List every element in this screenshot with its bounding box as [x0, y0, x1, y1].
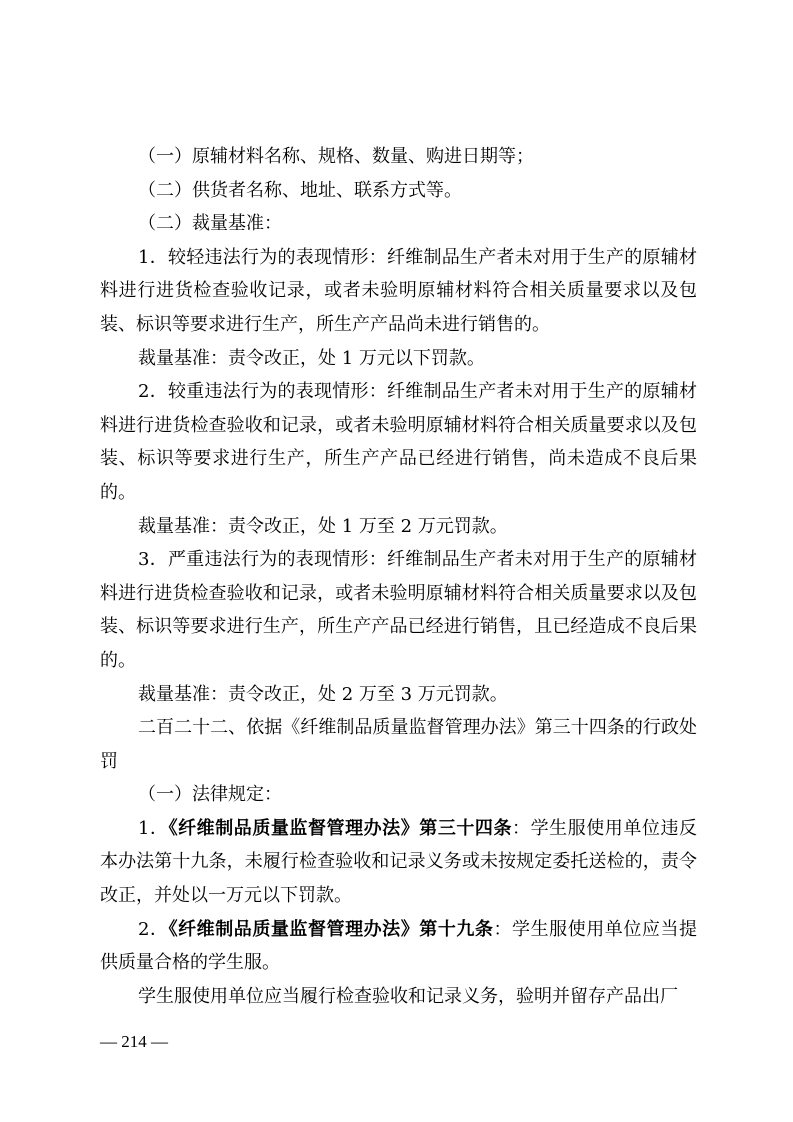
paragraph-text: 1．较轻违法行为的表现情形：纤维制品生产者未对用于生产的原辅材料进行进货检查验收记录，或者未验明原辅材料符合相关质量要求以及包装、标识等要求进行生产，所生产产品尚未进行销售的。 — [100, 246, 697, 335]
paragraph-text: ：学生服使用单位违反本办法第十九条，未履行检查验收和记录义务或未按规定委托送检的，责令改正，并处以一万元以下罚款。 — [100, 817, 698, 907]
paragraph-text: 裁量基准：责令改正，处 1 万至 2 万元罚款。 — [138, 515, 508, 537]
paragraph — [100, 678, 697, 712]
paragraph-text: 二百二十二、依据《纤维制品质量监督管理办法》第三十四条的行政处罚 — [100, 717, 697, 772]
paragraph-text: 裁量基准：责令改正，处 2 万至 3 万元罚款。 — [138, 683, 508, 705]
paragraph — [100, 913, 697, 980]
paragraph-text: （二）供货者名称、地址、联系方式等。 — [138, 179, 462, 201]
paragraph-text: 2． — [138, 918, 169, 940]
paragraph-text: 3．严重违法行为的表现情形：纤维制品生产者未对用于生产的原辅材料进行进货检查验收和记录，或者未验明原辅材料符合相关质量要求以及包装、标识等要求进行生产，所生产产品已经进行销售，且已经造成不良后果的。 — [100, 549, 697, 671]
paragraph-text: 裁量基准：责令改正，处 1 万元以下罚款。 — [138, 347, 485, 369]
paragraph — [100, 812, 697, 913]
document-body — [100, 140, 697, 1013]
paragraph — [100, 711, 697, 778]
paragraph — [100, 980, 697, 1014]
paragraph-text: 1． — [138, 817, 169, 839]
paragraph — [100, 207, 697, 241]
paragraph — [100, 375, 697, 509]
paragraph-text: 2．较重违法行为的表现情形：纤维制品生产者未对用于生产的原辅材料进行进货检查验收和记录，或者未验明原辅材料符合相关质量要求以及包装、标识等要求进行生产，所生产产品已经进行销售，尚未造成不良后果的。 — [100, 381, 697, 503]
paragraph — [100, 778, 697, 812]
paragraph-text: （一）原辅材料名称、规格、数量、购进日期等； — [138, 146, 534, 167]
bold-text: 《纤维制品质量监督管理办法》第十九条 — [168, 918, 494, 940]
paragraph — [100, 140, 697, 174]
paragraph-text: ：学生服使用单位应当提供质量合格的学生服。 — [100, 918, 698, 974]
bold-text: 《纤维制品质量监督管理办法》第三十四条 — [168, 817, 513, 839]
paragraph — [100, 342, 697, 376]
paragraph — [100, 543, 697, 677]
paragraph-text: 学生服使用单位应当履行检查验收和记录义务，验明并留存产品出厂 — [138, 985, 678, 1007]
paragraph-text: （一）法律规定： — [138, 784, 282, 806]
paragraph-text: （二）裁量基准： — [138, 213, 282, 235]
paragraph — [100, 174, 697, 208]
page-number: — 214 — — [100, 1032, 168, 1051]
paragraph — [100, 510, 697, 544]
paragraph — [100, 241, 697, 342]
